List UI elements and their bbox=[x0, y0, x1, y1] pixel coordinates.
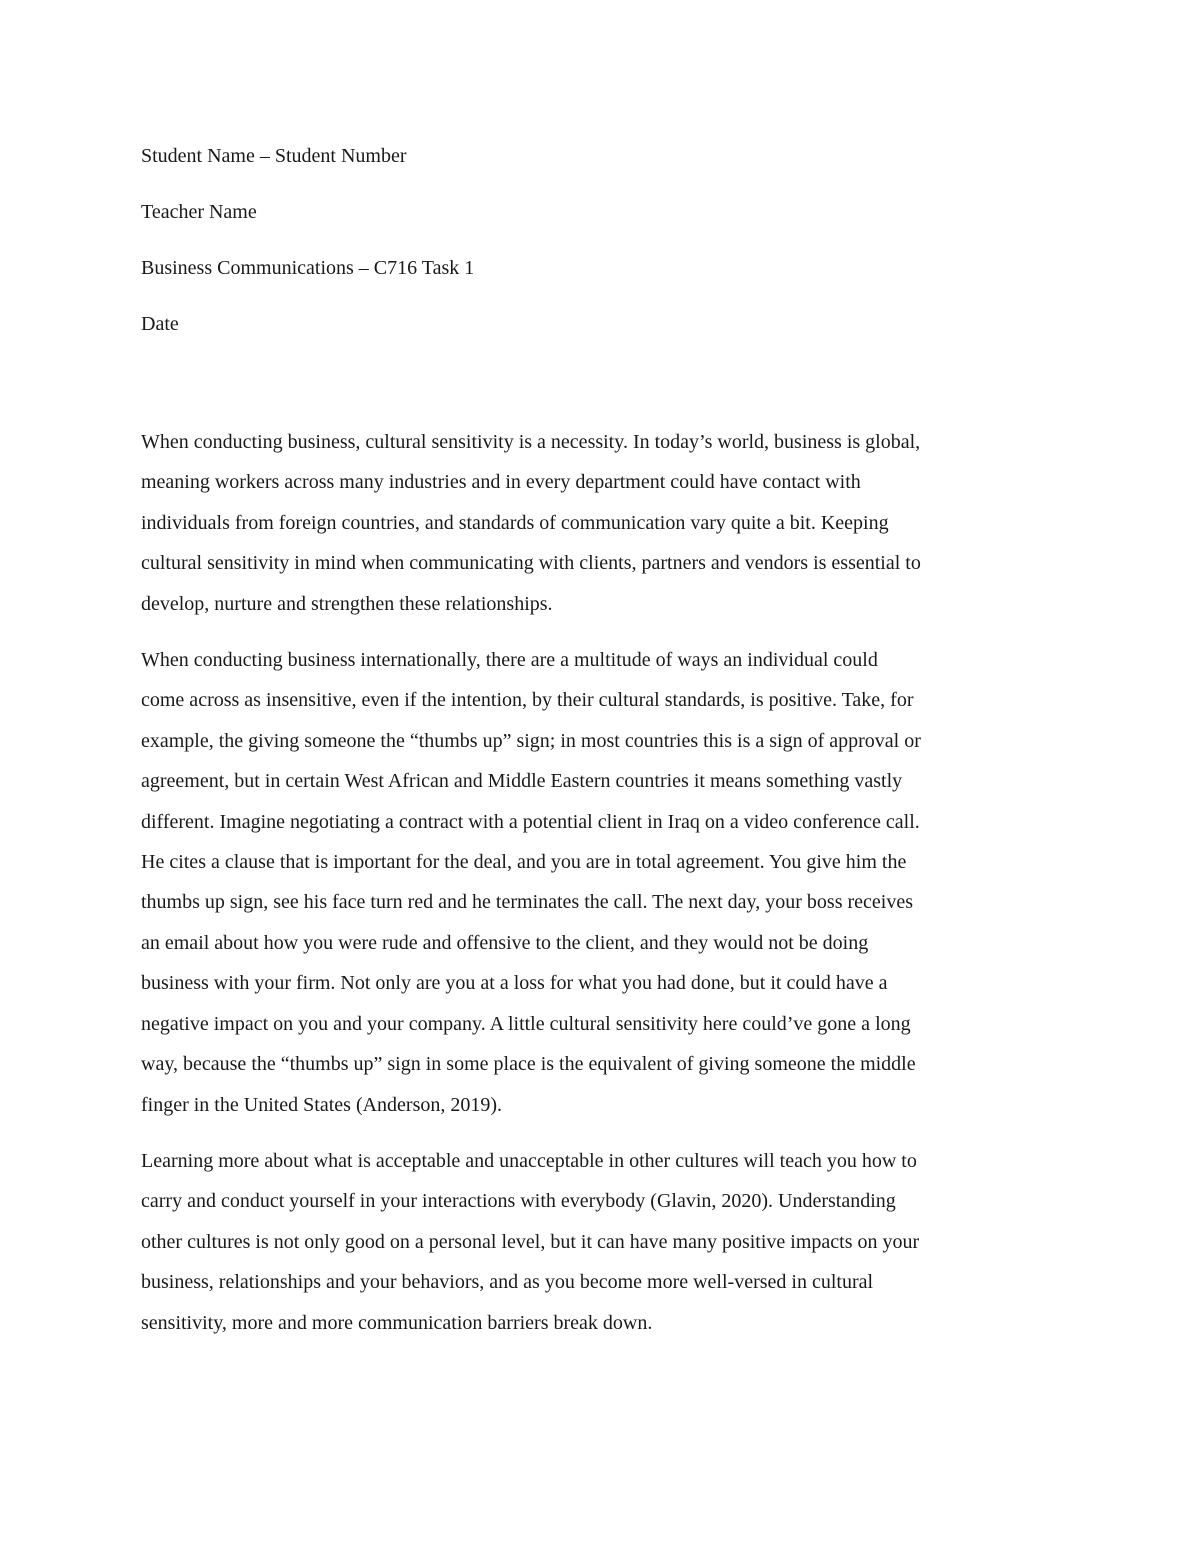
paragraph-line: cultural sensitivity in mind when communicating with clients, partners and vendors is essential to bbox=[141, 552, 921, 575]
paragraph-line: agreement, but in certain West African and Middle Eastern countries it means something vastly bbox=[141, 770, 903, 793]
paragraph-line: meaning workers across many industries and in every department could have contact with bbox=[141, 471, 861, 494]
paragraph-line: Learning more about what is acceptable and unacceptable in other cultures will teach you how to bbox=[141, 1149, 917, 1172]
paragraph-2 bbox=[141, 640, 1066, 1125]
paragraph-line: individuals from foreign countries, and standards of communication vary quite a bit. Keeping bbox=[141, 511, 889, 534]
paragraph-line: develop, nurture and strengthen these relationships. bbox=[141, 592, 553, 615]
paragraph-line: When conducting business internationally, there are a multitude of ways an individual could bbox=[141, 649, 878, 672]
paragraph-line: negative impact on you and your company. A little cultural sensitivity here could’ve gone a long bbox=[141, 1012, 911, 1035]
paragraph-line: carry and conduct yourself in your interactions with everybody (Glavin, 2020). Understanding bbox=[141, 1190, 896, 1213]
paragraph-line: different. Imagine negotiating a contract with a potential client in Iraq on a video conference call. bbox=[141, 810, 920, 833]
paragraph-line: example, the giving someone the “thumbs up” sign; in most countries this is a sign of approval or bbox=[141, 729, 921, 752]
paragraph-line: When conducting business, cultural sensitivity is a necessity. In today’s world, business is global, bbox=[141, 431, 921, 453]
paragraph-line: sensitivity, more and more communication barriers break down. bbox=[141, 1311, 653, 1334]
essay-body bbox=[141, 422, 1066, 1343]
paragraph-line: business, relationships and your behaviors, and as you become more well-versed in cultural bbox=[141, 1271, 874, 1294]
paragraph-line: He cites a clause that is important for the deal, and you are in total agreement. You give him the bbox=[141, 851, 907, 874]
document-content bbox=[141, 140, 1066, 1359]
paragraph-line: way, because the “thumbs up” sign in some place is the equivalent of giving someone the middle bbox=[141, 1053, 916, 1076]
teacher-name: Teacher Name bbox=[141, 201, 257, 223]
paragraph-3 bbox=[141, 1141, 1066, 1343]
date-line: Date bbox=[141, 313, 179, 335]
paragraph-line: come across as insensitive, even if the intention, by their cultural standards, is positive. Take, for bbox=[141, 689, 914, 712]
student-name-number: Student Name – Student Number bbox=[141, 145, 407, 167]
course-title: Business Communications – C716 Task 1 bbox=[141, 257, 475, 279]
paragraph-line: thumbs up sign, see his face turn red and he terminates the call. The next day, your boss receives bbox=[141, 891, 913, 914]
paragraph-line: business with your firm. Not only are you at a loss for what you had done, but it could have a bbox=[141, 972, 888, 995]
paragraph-line: an email about how you were rude and offensive to the client, and they would not be doing bbox=[141, 931, 869, 954]
paragraph-line: finger in the United States (Anderson, 2019). bbox=[141, 1093, 503, 1116]
paragraph-line: other cultures is not only good on a personal level, but it can have many positive impacts on your bbox=[141, 1230, 920, 1253]
paragraph-1 bbox=[141, 422, 1066, 624]
